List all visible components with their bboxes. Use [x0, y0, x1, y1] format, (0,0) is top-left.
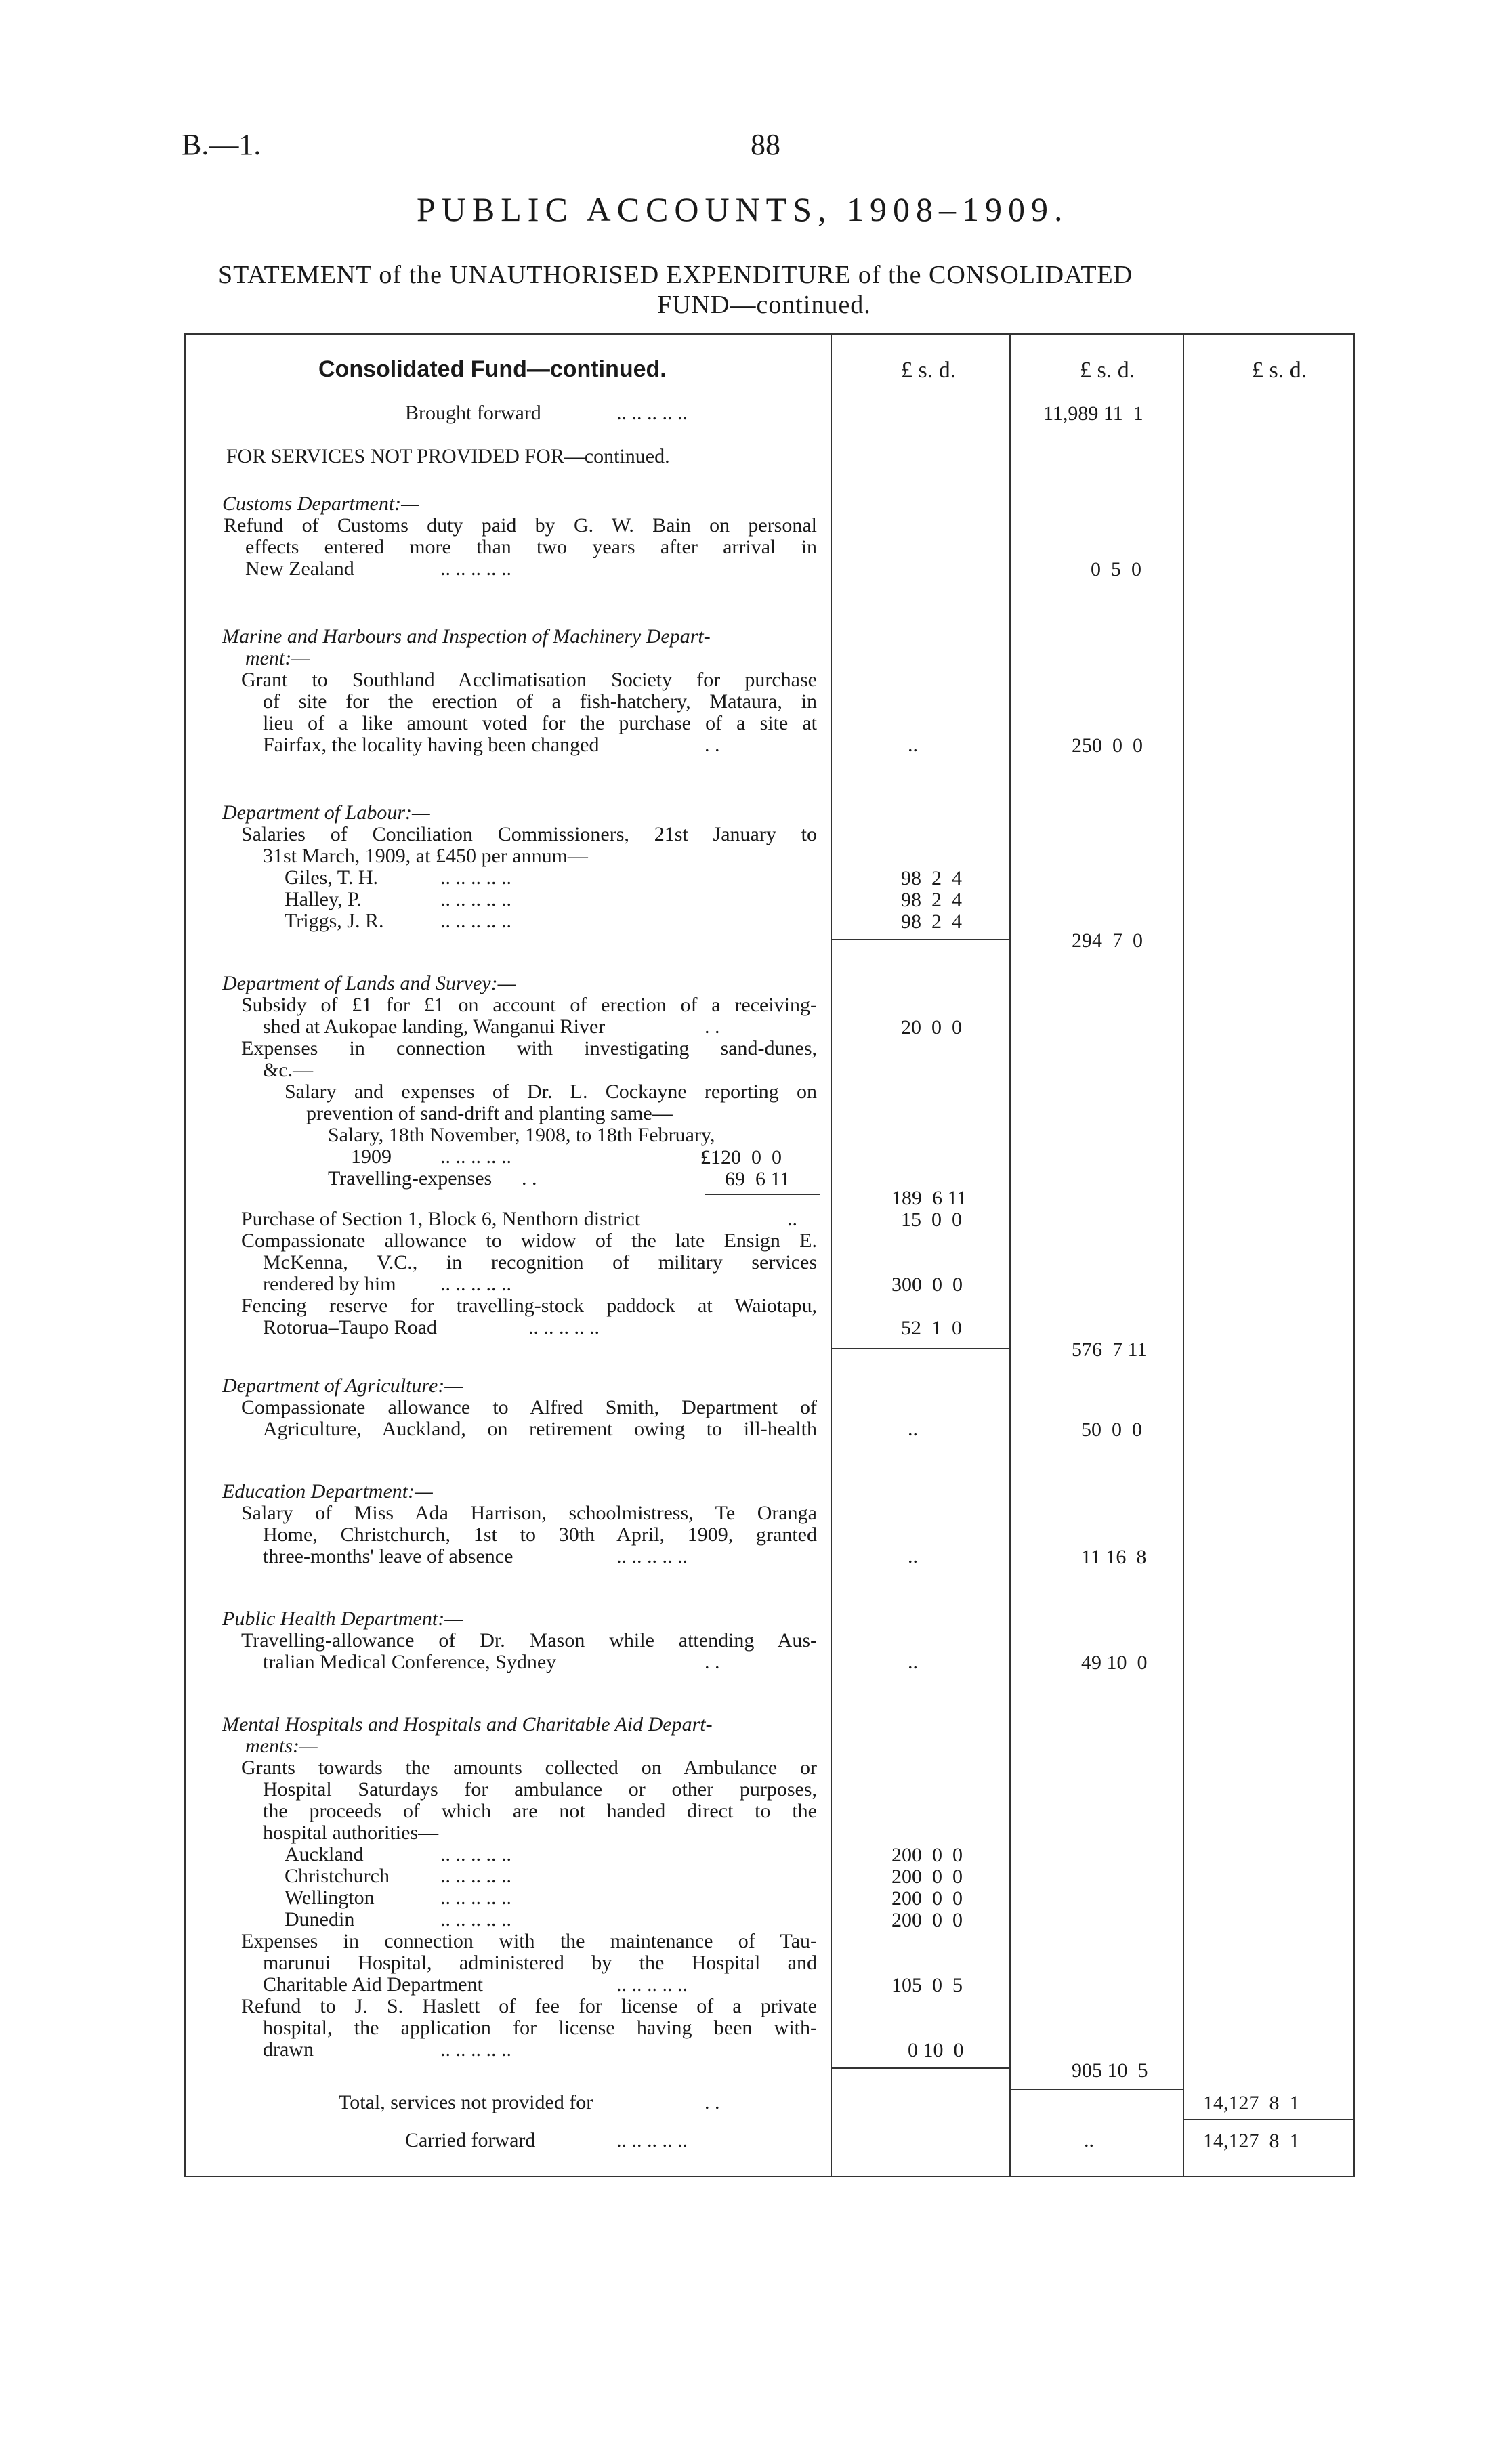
customs-description-cont [245, 537, 817, 580]
page-number: 88 [751, 128, 780, 161]
mental-line4: hospital authorities— [263, 1822, 439, 1844]
lands-section-amount: 15 0 0 [901, 1208, 962, 1231]
leader-dots: . . [705, 1651, 720, 1673]
labour-heading: Department of Labour:— [222, 801, 430, 824]
mental-description-4 [241, 1996, 817, 2017]
education-description [241, 1502, 817, 1524]
leader-dots: .. .. .. .. .. [440, 910, 511, 932]
mental-line5: Expenses in connection with the maintenance of Tau- [241, 1931, 817, 1952]
leader-dots: .. .. .. .. .. [616, 2129, 688, 2151]
agriculture-line1: Compassionate allowance to Alfred Smith, Department of [241, 1397, 817, 1418]
lands-line1: Subsidy of £1 for £1 on account of erection of a receiving- [241, 994, 817, 1016]
column-heading-3: £ s. d. [1252, 358, 1307, 383]
section-heading: FOR SERVICES NOT PROVIDED FOR—continued. [226, 445, 670, 467]
lands-description-2 [241, 1038, 817, 1059]
document-reference: B.—1. [182, 128, 261, 161]
education-line3: three-months' leave of absence [263, 1545, 513, 1568]
lands-subsidy-amount: 20 0 0 [901, 1016, 962, 1038]
agriculture-line2: Agriculture, Auckland, on retirement owing to ill-health [263, 1418, 817, 1440]
leader-dots: .. .. .. .. .. [440, 1887, 511, 1909]
page-title: PUBLIC ACCOUNTS, 1908–1909. [417, 190, 1069, 228]
leader-dots: .. .. .. .. .. [440, 1865, 511, 1887]
leader-dots: .. [908, 1651, 918, 1673]
labour-item-amount: 98 2 4 [901, 867, 962, 889]
lands-description-3 [285, 1081, 817, 1103]
lands-line8: 1909 [351, 1145, 392, 1168]
mental-line7: Charitable Aid Department [263, 1973, 483, 1996]
mental-item-name: Wellington [285, 1887, 375, 1909]
leader-dots: .. .. .. .. .. [528, 1316, 600, 1339]
statement-subtitle-line2: FUND—continued. [657, 291, 871, 319]
mental-item-name: Dunedin [285, 1908, 355, 1931]
lands-fencing-amount: 52 1 0 [901, 1317, 962, 1339]
statement-subtitle-line1: STATEMENT of the UNAUTHORISED EXPENDITURE of the CONSOLIDATED [218, 261, 1133, 289]
leader-dots: .. [908, 1545, 918, 1568]
lands-line4: &c.— [263, 1059, 314, 1081]
lands-travelling-amount: 69 6 11 [725, 1168, 791, 1190]
column-heading-description: Consolidated Fund—continued. [318, 356, 667, 382]
leader-dots: .. .. .. .. .. [440, 558, 511, 580]
lands-description [241, 994, 817, 1016]
agriculture-heading: Department of Agriculture:— [222, 1374, 463, 1397]
lands-line6: prevention of sand-drift and planting same— [306, 1102, 673, 1124]
leader-dots: .. .. .. .. .. [440, 1908, 511, 1931]
lands-line7: Salary, 18th November, 1908, to 18th February, [328, 1124, 715, 1146]
marine-description-cont [263, 691, 817, 756]
leader-dots: .. [1084, 2129, 1094, 2151]
leader-dots: .. .. .. .. .. [616, 1545, 688, 1568]
mental-line10: drawn [263, 2038, 314, 2061]
mental-item-amount: 200 0 0 [891, 1844, 963, 1866]
lands-salary-amount: £120 0 0 [700, 1146, 782, 1169]
mental-description-cont [263, 1779, 817, 1844]
labour-item-amount: 98 2 4 [901, 889, 962, 911]
lands-line3: Expenses in connection with investigating sand-dunes, [241, 1038, 817, 1059]
mental-description-3 [263, 1952, 817, 1974]
labour-item-name: Halley, P. [285, 888, 362, 910]
mental-item-name: Auckland [285, 1843, 364, 1866]
customs-line2: effects entered more than two years after arrival in [245, 537, 817, 558]
column-heading-1: £ s. d. [901, 358, 957, 383]
lands-line12: McKenna, V.C., in recognition of military services [263, 1252, 817, 1274]
brought-forward-label: Brought forward [405, 402, 541, 424]
carried-forward-amount: 14,127 8 1 [1203, 2130, 1300, 2152]
education-heading: Education Department:— [222, 1480, 433, 1502]
mental-line8: Refund to J. S. Haslett of fee for license of a private [241, 1996, 817, 2017]
mental-heading-line2: ments:— [245, 1735, 318, 1757]
marine-description [241, 669, 817, 691]
mental-line1: Grants towards the amounts collected on Ambulance or [241, 1757, 817, 1779]
lands-description-5 [263, 1252, 817, 1274]
customs-amount: 0 5 0 [1091, 558, 1141, 581]
education-line2: Home, Christchurch, 1st to 30th April, 1909, granted [263, 1524, 817, 1546]
total-amount: 14,127 8 1 [1203, 2092, 1300, 2114]
customs-description [224, 515, 817, 537]
mental-taumarunui-amount: 105 0 5 [891, 1974, 963, 1996]
leader-dots: .. .. .. .. .. [440, 1145, 511, 1168]
mental-line2: Hospital Saturdays for ambulance or other purposes, [263, 1779, 817, 1801]
health-line2: tralian Medical Conference, Sydney [263, 1651, 557, 1673]
lands-heading: Department of Lands and Survey:— [222, 972, 516, 994]
mental-line9: hospital, the application for license having been with- [263, 2017, 817, 2039]
mental-heading-line1: Mental Hospitals and Hospitals and Charitable Aid Depart- [222, 1713, 713, 1736]
customs-heading: Customs Department:— [222, 492, 419, 515]
lands-line11: Compassionate allowance to widow of the late Ensign E. [241, 1230, 817, 1252]
leader-dots: . . [705, 1015, 720, 1038]
marine-heading-line1: Marine and Harbours and Inspection of Machinery Depart- [222, 625, 711, 648]
labour-item-name: Giles, T. H. [285, 866, 379, 889]
leader-dots: .. .. .. .. .. [616, 1973, 688, 1996]
leader-dots: . . [705, 734, 720, 756]
carried-forward-label: Carried forward [405, 2129, 536, 2151]
customs-line3: New Zealand [245, 558, 354, 580]
lands-line13: rendered by him [263, 1273, 396, 1295]
lands-compassionate-amount: 300 0 0 [891, 1274, 963, 1296]
column-heading-2: £ s. d. [1080, 358, 1135, 383]
leader-dots: .. .. .. .. .. [440, 866, 511, 889]
health-heading: Public Health Department:— [222, 1607, 463, 1630]
leader-dots: .. .. .. .. .. [440, 1273, 511, 1295]
agriculture-description [241, 1397, 817, 1418]
agriculture-description-cont [263, 1418, 817, 1440]
mental-item-amount: 200 0 0 [891, 1909, 963, 1931]
health-description [241, 1630, 817, 1652]
mental-description [241, 1757, 817, 1779]
health-line1: Travelling-allowance of Dr. Mason while attending Aus- [241, 1630, 817, 1652]
mental-line6: marunui Hospital, administered by the Hospital and [263, 1952, 817, 1974]
labour-line2: 31st March, 1909, at £450 per annum— [263, 845, 588, 867]
education-line1: Salary of Miss Ada Harrison, schoolmistress, Te Oranga [241, 1502, 817, 1524]
marine-line1: Grant to Southland Acclimatisation Society for purchase [241, 669, 817, 691]
leader-dots: . . [522, 1167, 537, 1190]
leader-dots: .. .. .. .. .. [616, 402, 688, 424]
lands-line15: Rotorua–Taupo Road [263, 1316, 438, 1339]
labour-amount: 294 7 0 [1072, 929, 1143, 952]
lands-line14: Fencing reserve for travelling-stock paddock at Waiotapu, [241, 1295, 817, 1317]
leader-dots: .. .. .. .. .. [440, 1843, 511, 1866]
mental-item-name: Christchurch [285, 1865, 390, 1887]
leader-dots: .. .. .. .. .. [440, 888, 511, 910]
marine-line3: lieu of a like amount voted for the purchase of a site at [263, 713, 817, 734]
lands-description-6 [241, 1295, 817, 1317]
leader-dots: .. [787, 1208, 797, 1230]
brought-forward-amount: 11,989 11 1 [1043, 402, 1143, 425]
lands-description-4 [241, 1230, 817, 1252]
leader-dots: .. [908, 734, 918, 756]
mental-item-amount: 200 0 0 [891, 1887, 963, 1910]
education-amount: 11 16 8 [1081, 1546, 1147, 1568]
labour-description [241, 824, 817, 845]
marine-amount: 250 0 0 [1072, 734, 1143, 757]
leader-dots: .. .. .. .. .. [440, 2038, 511, 2061]
mental-line3: the proceeds of which are not handed direct to the [263, 1801, 817, 1822]
customs-line1: Refund of Customs duty paid by G. W. Bain on personal [224, 515, 817, 537]
labour-item-name: Triggs, J. R. [285, 910, 384, 932]
lands-line2: shed at Aukopae landing, Wanganui River [263, 1015, 606, 1038]
health-amount: 49 10 0 [1081, 1652, 1148, 1674]
labour-item-amount: 98 2 4 [901, 910, 962, 933]
lands-line9: Travelling-expenses [328, 1167, 492, 1190]
lands-line5: Salary and expenses of Dr. L. Cockayne reporting on [285, 1081, 817, 1103]
total-label: Total, services not provided for [339, 2091, 593, 2113]
lands-amount: 576 7 11 [1072, 1339, 1148, 1361]
marine-line4: Fairfax, the locality having been changed [263, 734, 600, 756]
mental-amount: 905 10 5 [1072, 2059, 1148, 2082]
marine-line2: of site for the erection of a fish-hatchery, Mataura, in [263, 691, 817, 713]
lands-subtotal-amount: 189 6 11 [891, 1187, 967, 1209]
education-description-cont [263, 1524, 817, 1546]
mental-description-5 [263, 2017, 817, 2039]
mental-description-2 [241, 1931, 817, 1952]
labour-line1: Salaries of Conciliation Commissioners, 21st January to [241, 824, 817, 845]
leader-dots: . . [705, 2091, 720, 2113]
marine-heading-line2: ment:— [245, 647, 310, 669]
mental-refund-amount: 0 10 0 [908, 2039, 964, 2061]
lands-line10: Purchase of Section 1, Block 6, Nenthorn district [241, 1208, 641, 1230]
leader-dots: .. [908, 1418, 918, 1440]
agriculture-amount: 50 0 0 [1081, 1418, 1142, 1441]
mental-item-amount: 200 0 0 [891, 1866, 963, 1888]
